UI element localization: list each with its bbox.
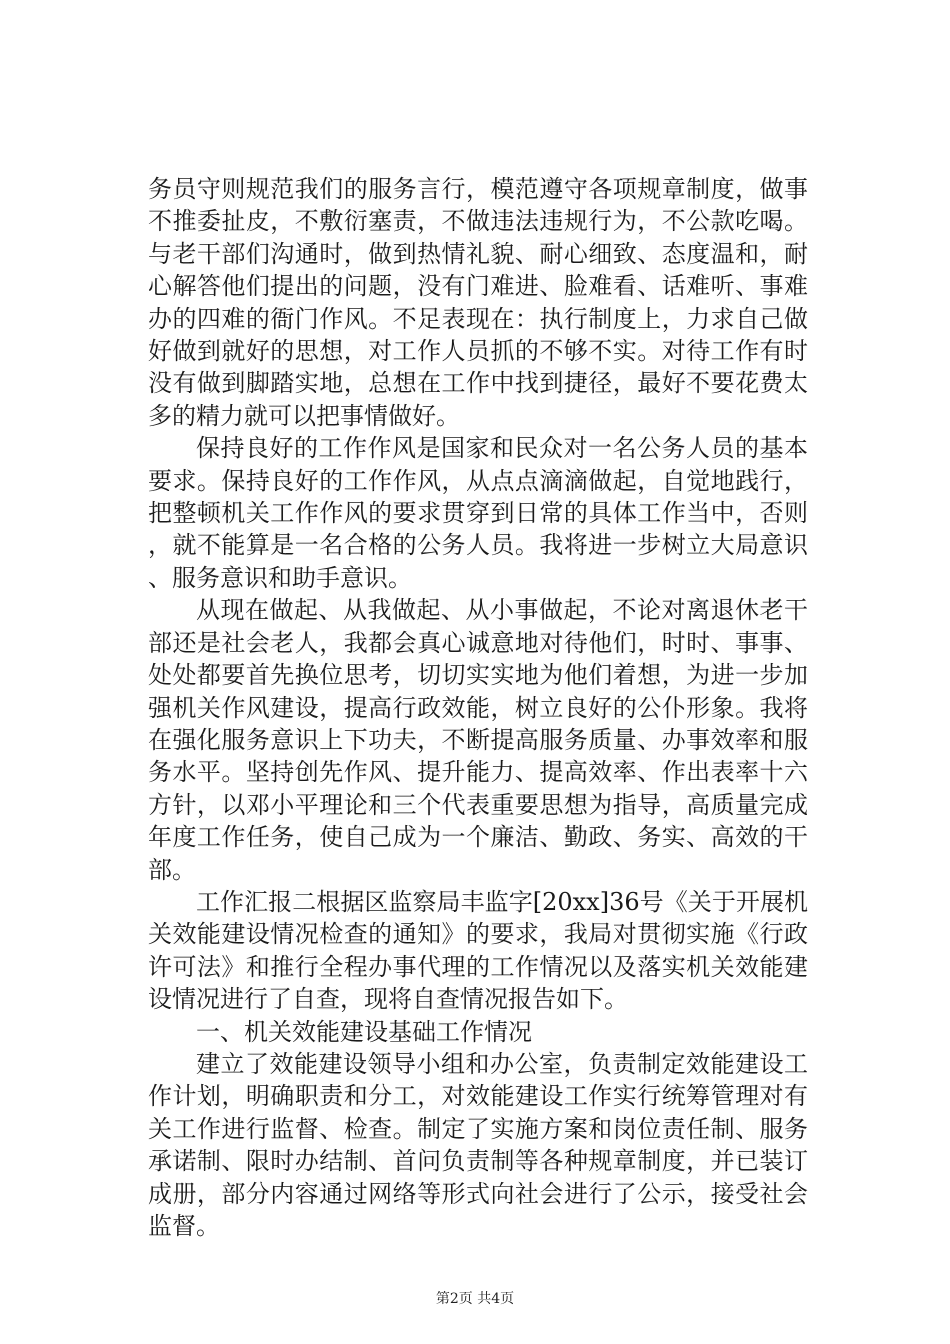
paragraph-report-two-intro: 工作汇报二根据区监察局丰监字[20xx]36号《关于开展机关效能建设情况检查的通知》的要求，我局对贯彻实施《行政许可法》和推行全程办事代理的工作情况以及落实机关效能建设情况进行了自查，现将自查情况报告如下。 (148, 887, 808, 1014)
paragraph-continuation: 务员守则规范我们的服务言行，模范遵守各项规章制度，做事不推委扯皮，不敷衍塞责，不做违法违规行为，不公款吃喝。与老干部们沟通时，做到热情礼貌、耐心细致、态度温和，耐心解答他们提出的问题，没有门难进、脸难看、话难听、事难办的四难的衙门作风。不足表现在：执行制度上，力求自己做好做到就好的思想，对工作人员抓的不够不实。对待工作有时没有做到脚踏实地，总想在工作中找到捷径，最好不要花费太多的精力就可以把事情做好。 (148, 175, 808, 430)
document-body (148, 173, 808, 1242)
paragraph-efficiency-work: 建立了效能建设领导小组和办公室，负责制定效能建设工作计划，明确职责和分工，对效能建设工作实行统筹管理对有关工作进行监督、检查。制定了实施方案和岗位责任制、服务承诺制、限时办结制、首问负责制等各种规章制度，并已装订成册，部分内容通过网络等形式向社会进行了公示，接受社会监督。 (148, 1049, 808, 1240)
paragraph-work-style: 保持良好的工作作风是国家和民众对一名公务人员的基本要求。保持良好的工作作风，从点点滴滴做起，自觉地践行，把整顿机关工作作风的要求贯穿到日常的具体工作当中，否则，就不能算是一名合格的公务人员。我将进一步树立大局意识、服务意识和助手意识。 (148, 434, 808, 592)
page-footer: 第2页 共4页 (435, 1291, 515, 1307)
section-heading: 一、机关效能建设基础工作情况 (196, 1017, 532, 1046)
paragraph-commitment: 从现在做起、从我做起、从小事做起，不论对离退休老干部还是社会老人，我都会真心诚意地对待他们，时时、事事、处处都要首先换位思考，切切实实地为他们着想，为进一步加强机关作风建设，提高行政效能，树立良好的公仆形象。我将在强化服务意识上下功夫，不断提高服务质量、办事效率和服务水平。坚持创先作风、提升能力、提高效率、作出表率十六方针，以邓小平理论和三个代表重要思想为指导，高质量完成年度工作任务，使自己成为一个廉洁、勤政、务实、高效的干部。 (148, 596, 808, 884)
